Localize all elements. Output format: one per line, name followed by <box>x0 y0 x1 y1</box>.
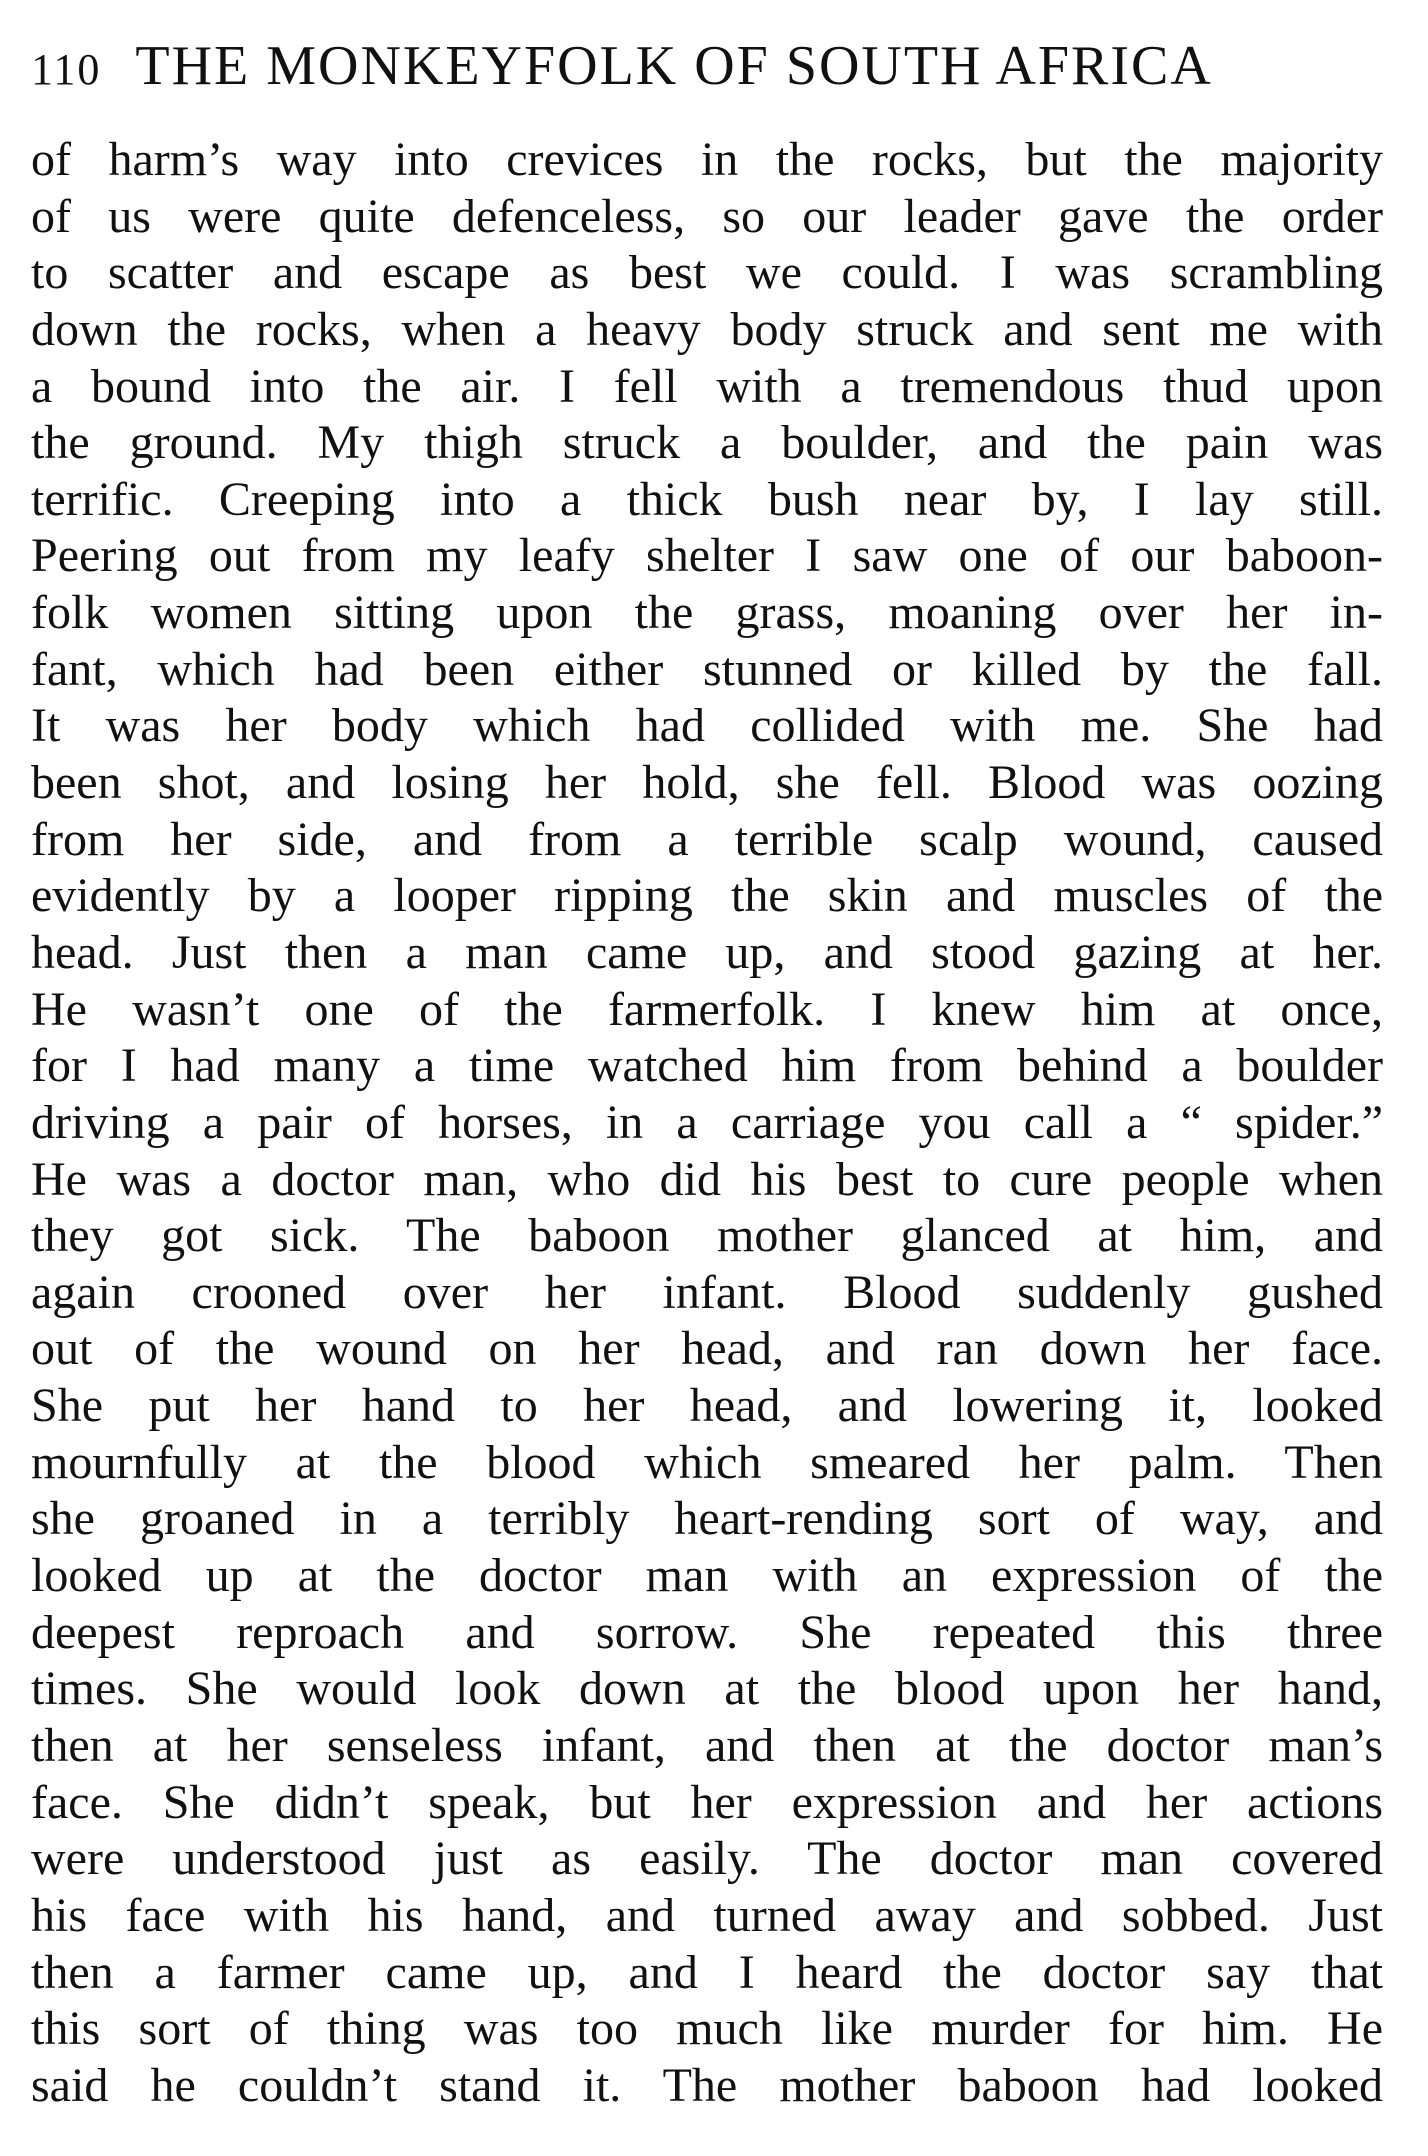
text-line: times. She would look down at the blood upon her hand, <box>31 1662 1383 1716</box>
text-line: to scatter and escape as best we could. I was scrambling <box>31 246 1383 300</box>
text-line: from her side, and from a terrible scalp wound, caused <box>31 812 1383 866</box>
text-line: mournfully at the blood which smeared her palm. Then <box>31 1435 1383 1489</box>
text-line: It was her body which had collided with me. She had <box>31 699 1383 753</box>
text-line: said he couldn’t stand it. The mother baboon had looked <box>31 2058 1383 2112</box>
text-line: of us were quite defenceless, so our leader gave the order <box>31 189 1383 243</box>
text-line: this sort of thing was too much like murder for him. He <box>31 2002 1383 2056</box>
text-line: for I had many a time watched him from behind a boulder <box>31 1039 1383 1093</box>
text-line: He wasn’t one of the farmerfolk. I knew him at once, <box>31 982 1383 1036</box>
text-line: down the rocks, when a heavy body struck and sent me with <box>31 302 1383 356</box>
running-title: THE MONKEYFOLK OF SOUTH AFRICA <box>135 35 1213 97</box>
text-line: evidently by a looper ripping the skin and muscles of the <box>31 869 1383 923</box>
text-line: again crooned over her infant. Blood suddenly gushed <box>31 1265 1383 1319</box>
text-line: she groaned in a terribly heart-rending sort of way, and <box>31 1492 1383 1546</box>
text-line: looked up at the doctor man with an expression of the <box>31 1549 1383 1603</box>
text-line: they got sick. The baboon mother glanced at him, and <box>31 1209 1383 1263</box>
text-line: driving a pair of horses, in a carriage you call a “ spider.” <box>31 1095 1383 1149</box>
page-number: 110 <box>31 45 102 94</box>
text-line: She put her hand to her head, and lowering it, looked <box>31 1379 1383 1433</box>
text-line: out of the wound on her head, and ran down her face. <box>31 1322 1383 1376</box>
text-line: then a farmer came up, and I heard the doctor say that <box>31 1945 1383 1999</box>
text-line: deepest reproach and sorrow. She repeated this three <box>31 1605 1383 1659</box>
text-line: fant, which had been either stunned or killed by the fall. <box>31 642 1383 696</box>
body-text <box>31 132 1383 2114</box>
text-line: of harm’s way into crevices in the rocks, but the majority <box>31 133 1383 186</box>
text-line: Peering out from my leafy shelter I saw one of our baboon- <box>31 529 1383 583</box>
text-line: face. She didn’t speak, but her expression and her actions <box>31 1775 1383 1829</box>
text-line: folk women sitting upon the grass, moaning over her in- <box>31 586 1383 640</box>
text-line: a bound into the air. I fell with a tremendous thud upon <box>31 359 1383 413</box>
text-line: He was a doctor man, who did his best to cure people when <box>31 1152 1383 1206</box>
text-line: terrific. Creeping into a thick bush near by, I lay still. <box>31 472 1383 526</box>
text-line: head. Just then a man came up, and stood gazing at her. <box>31 925 1383 979</box>
text-line: were understood just as easily. The doctor man covered <box>31 1832 1383 1886</box>
running-head <box>31 34 1383 104</box>
text-line: been shot, and losing her hold, she fell. Blood was oozing <box>31 756 1383 810</box>
text-line: the ground. My thigh struck a boulder, and the pain was <box>31 416 1383 470</box>
text-line: then at her senseless infant, and then at the doctor man’s <box>31 1718 1383 1772</box>
text-line: his face with his hand, and turned away and sobbed. Just <box>31 1888 1383 1942</box>
